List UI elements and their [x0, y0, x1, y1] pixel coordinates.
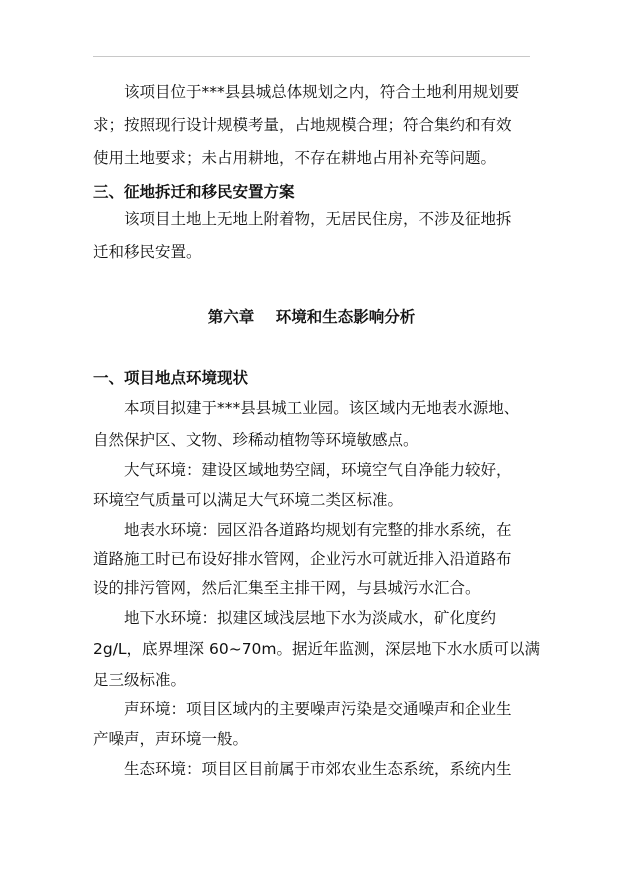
groundwater-para-line-1: 地下水环境：拟建区域浅层地下水为淡咸水，矿化度约: [124, 609, 497, 627]
intro-para-line-1: 该项目位于***县县城总体规划之内，符合土地利用规划要: [124, 83, 520, 101]
section3-para-line-1: 该项目土地上无地上附着物，无居民住房，不涉及征地拆: [124, 210, 512, 228]
header-rule: [93, 56, 530, 57]
intro-para-line-3: 使用土地要求；未占用耕地，不存在耕地占用补充等问题。: [93, 149, 497, 167]
noise-para-line-1: 声环境：项目区域内的主要噪声污染是交通噪声和企业生: [124, 700, 512, 718]
section1-heading: 一、项目地点环境现状: [93, 369, 249, 387]
surface-water-para-line-3: 设的排污管网，然后汇集至主排干网，与县城污水汇合。: [93, 579, 481, 597]
air-para-line-2: 环境空气质量可以满足大气环境二类区标准。: [93, 491, 404, 509]
surface-water-para-line-2: 道路施工时已布设好排水管网，企业污水可就近排入沿道路布: [93, 550, 512, 568]
groundwater-para-line-2: 2g/L，底界埋深 60~70m。据近年监测，深层地下水水质可以满: [93, 640, 541, 658]
eco-para-line-1: 生态环境：项目区目前属于市郊农业生态系统，系统内生: [124, 760, 512, 778]
chapter-title: 第六章 环境和生态影响分析: [207, 308, 416, 326]
site-para-line-2: 自然保护区、文物、珍稀动植物等环境敏感点。: [93, 431, 419, 449]
air-para-line-1: 大气环境：建设区域地势空阔，环境空气自净能力较好，: [124, 461, 512, 479]
section3-para-line-2: 迁和移民安置。: [93, 243, 202, 261]
groundwater-para-line-3: 足三级标准。: [93, 671, 187, 689]
section3-heading: 三、征地拆迁和移民安置方案: [93, 183, 295, 201]
site-para-line-1: 本项目拟建于***县县城工业园。该区域内无地表水源地、: [124, 399, 520, 417]
noise-para-line-2: 产噪声，声环境一般。: [93, 730, 249, 748]
surface-water-para-line-1: 地表水环境：园区沿各道路均规划有完整的排水系统，在: [124, 521, 512, 539]
intro-para-line-2: 求；按照现行设计规模考量，占地规模合理；符合集约和有效: [93, 116, 512, 134]
